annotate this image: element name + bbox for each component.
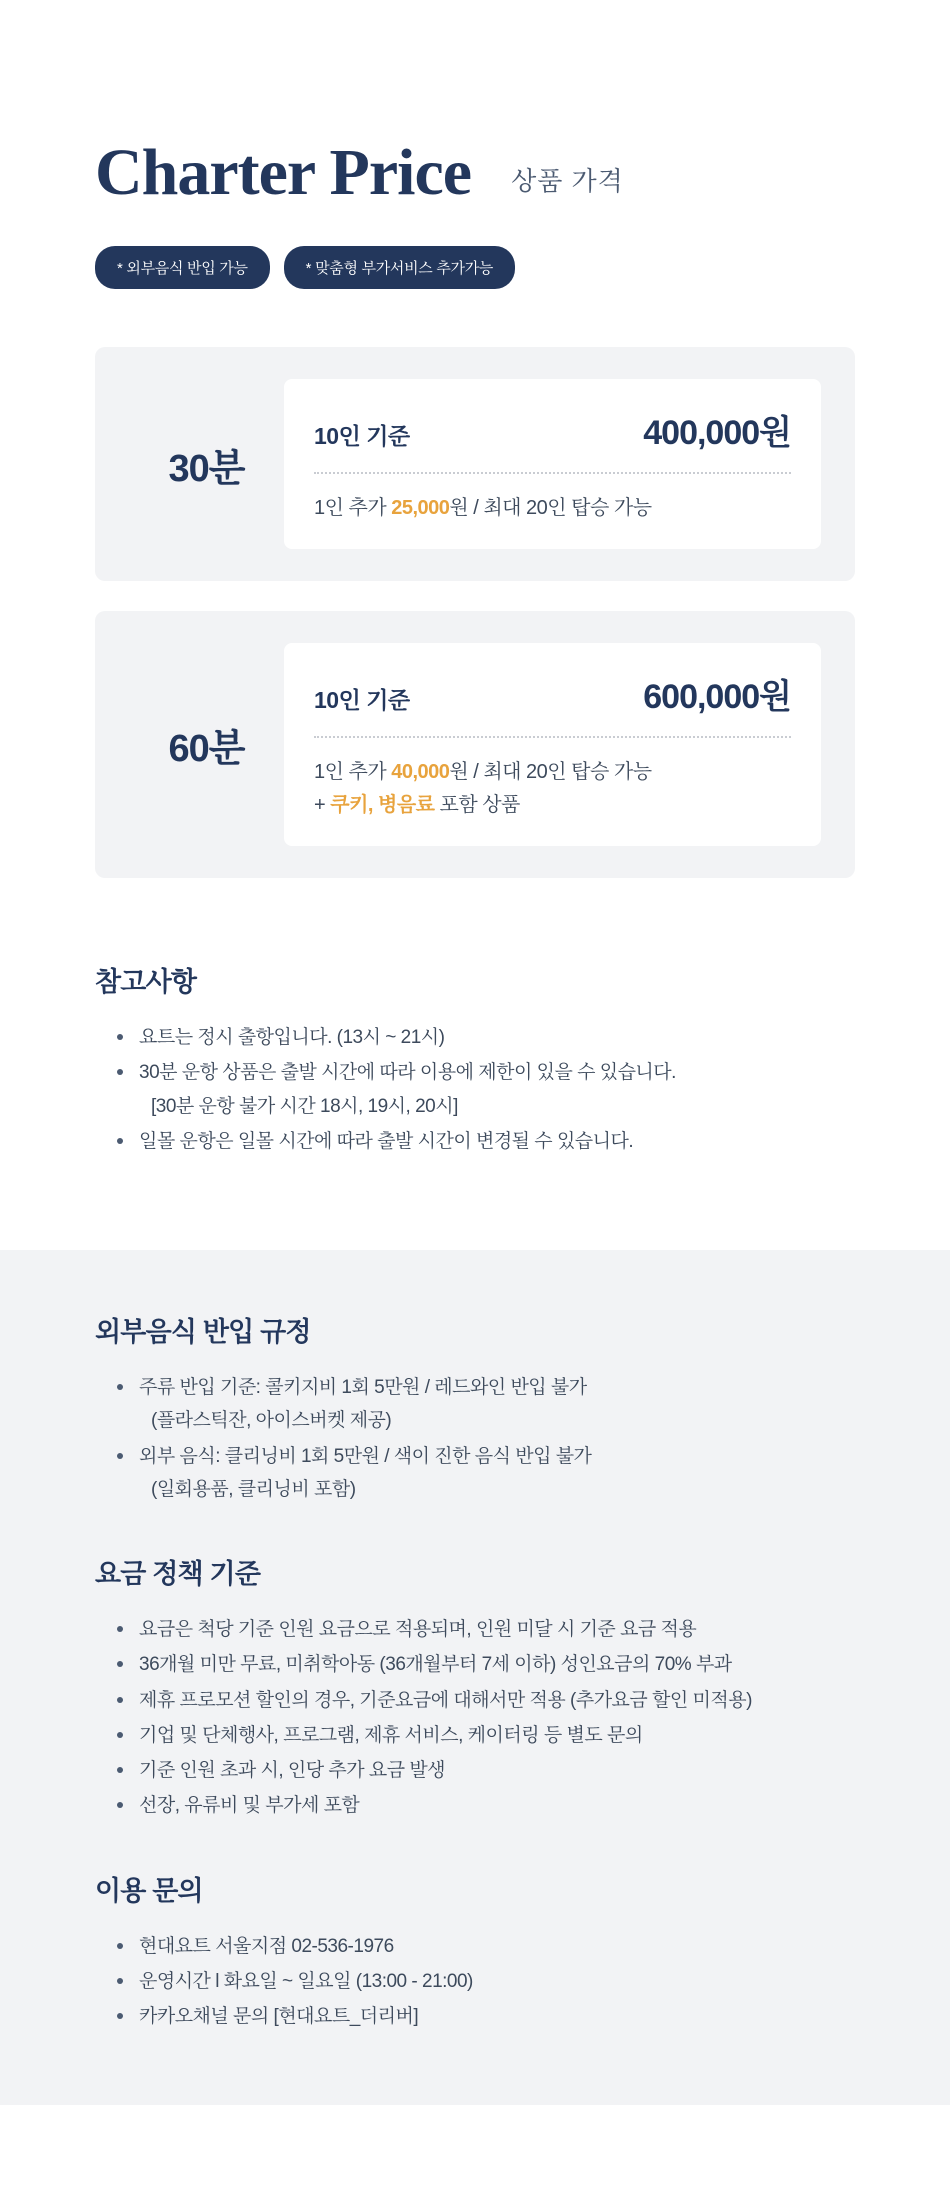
list-item [117,1613,855,1646]
page-subtitle: 상품 가격 [511,166,624,196]
fee-policy-list [95,1613,855,1823]
price-extra-suffix: 포함 상품 [434,794,520,816]
list-item [117,1684,855,1717]
section-reference [0,908,950,1204]
price-note [314,756,791,789]
list-item-text: 현대요트 서울지점 02-536-1976 [139,1935,394,1957]
list-item-text: 30분 운항 상품은 출발 시간에 따라 이용에 제한이 있을 수 있습니다. [139,1062,676,1084]
list-item-text: 제휴 프로모션 할인의 경우, 기준요금에 대해서만 적용 (추가요금 할인 미적용) [139,1689,752,1711]
section-contact [0,1869,950,2096]
price-line [314,669,791,736]
list-item-text: 선장, 유류비 및 부가세 포함 [139,1795,360,1817]
price-value: 400,000원 [643,414,791,452]
price-note-highlight: 25,000 [391,497,450,519]
list-item [117,2000,855,2033]
list-item [117,1371,855,1438]
list-item [117,1930,855,1963]
list-item-text: 일몰 운항은 일몰 시간에 따라 출발 시간이 변경될 수 있습니다. [139,1130,634,1152]
list-item-text: 36개월 미만 무료, 미취학아동 (36개월부터 7세 이하) 성인요금의 70% 부과 [139,1654,732,1676]
divider [314,472,791,474]
price-card-list [0,347,950,878]
price-extra-prefix: + [314,794,331,816]
price-line [314,405,791,472]
price-card-duration: 30분 [168,447,245,490]
list-item-text: 주류 반입 기준: 콜키지비 1회 5만원 / 레드와인 반입 불가 [139,1377,587,1398]
price-card-body [284,379,821,549]
page-header [0,0,950,289]
list-item-text: 요트는 정시 출항입니다. (13시 ~ 21시) [139,1027,445,1048]
list-item-text: 외부 음식: 클리닝비 1회 5만원 / 색이 진한 음식 반입 불가 [139,1445,592,1467]
divider [314,736,791,738]
list-item-subtext: [30분 운항 불가 시간 18시, 19시, 20시] [151,1095,458,1117]
badge-custom-service: * 맞춤형 부가서비스 추가가능 [284,246,515,289]
list-item-text: 카카오채널 문의 [현대요트_더리버] [139,2006,419,2027]
price-note [314,492,791,525]
price-card-30min [95,347,855,581]
price-basis: 10인 기준 [314,687,410,713]
price-extra-highlight: 쿠키, 병음료 [330,794,435,816]
list-item [117,1754,855,1787]
list-item [117,1125,855,1158]
price-basis: 10인 기준 [314,423,410,449]
list-item-text: 기업 및 단체행사, 프로그램, 제휴 서비스, 케이터링 등 별도 문의 [139,1724,643,1746]
list-item [117,1648,855,1681]
list-item [117,1056,855,1123]
list-item-text: 운영시간 l 화요일 ~ 일요일 (13:00 - 21:00) [139,1970,473,1992]
section-heading: 외부음식 반입 규정 [95,1317,311,1347]
price-note-suffix: 원 / 최대 20인 탑승 가능 [449,497,652,519]
section-heading: 요금 정책 기준 [95,1559,261,1589]
price-note-prefix: 1인 추가 [314,761,392,783]
section-fee-policy [0,1552,950,1869]
section-heading: 참고사항 [95,967,197,997]
price-card-body [284,643,821,846]
title-row [95,136,855,209]
outside-food-list [95,1371,855,1506]
contact-list [95,1930,855,2034]
price-note-highlight: 40,000 [391,761,450,783]
price-value: 600,000원 [643,678,791,716]
page-title: Charter Price [95,136,472,209]
badge-outside-food: * 외부음식 반입 가능 [95,246,270,289]
reference-list [95,1021,855,1158]
list-item [117,1719,855,1752]
list-item-subtext: (일회용품, 클리닝비 포함) [151,1478,356,1500]
price-card-duration: 60분 [168,728,245,770]
gray-band [0,1250,950,2105]
price-note-suffix: 원 / 최대 20인 탑승 가능 [449,761,652,783]
price-note-prefix: 1인 추가 [314,497,392,519]
price-extra-note [314,789,791,822]
price-card-60min [95,611,855,878]
list-item-subtext: (플라스틱잔, 아이스버켓 제공) [151,1410,392,1432]
section-heading: 이용 문의 [95,1875,203,1906]
list-item-text: 기준 인원 초과 시, 인당 추가 요금 발생 [139,1760,446,1781]
list-item-text: 요금은 척당 기준 인원 요금으로 적용되며, 인원 미달 시 기준 요금 적용 [139,1619,697,1640]
list-item [117,1440,855,1507]
badge-row [95,246,855,289]
list-item [117,1965,855,1998]
list-item [117,1021,855,1054]
list-item [117,1789,855,1822]
section-outside-food [0,1310,950,1552]
